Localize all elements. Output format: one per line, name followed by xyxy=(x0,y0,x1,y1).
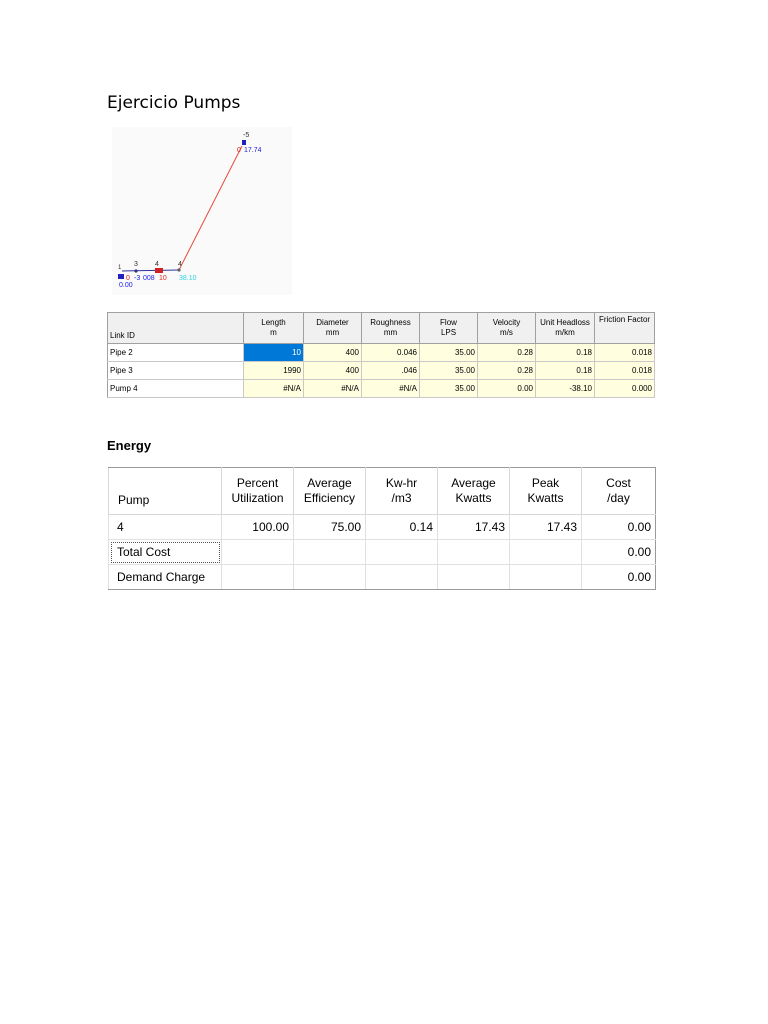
node-4a-value-a: 008 xyxy=(143,275,155,282)
col-header-peak-kwatts[interactable]: Peak Kwatts xyxy=(510,468,582,515)
col-header-cost-day[interactable]: Cost /day xyxy=(582,468,656,515)
empty-cell[interactable] xyxy=(294,565,366,590)
empty-cell[interactable] xyxy=(510,540,582,565)
flow-cell[interactable]: 35.00 xyxy=(420,362,478,380)
diameter-cell[interactable]: #N/A xyxy=(304,380,362,398)
col-header-percent-utilization[interactable]: Percent Utilization xyxy=(222,468,294,515)
table-row[interactable] xyxy=(108,362,655,380)
node-4b-value: 38.10 xyxy=(179,275,197,282)
diameter-cell[interactable]: 400 xyxy=(304,344,362,362)
demand-charge-value-cell[interactable]: 0.00 xyxy=(582,565,656,590)
pipe-2-line[interactable] xyxy=(122,270,179,271)
average-efficiency-cell[interactable]: 75.00 xyxy=(294,515,366,540)
unit-headloss-cell[interactable]: 0.18 xyxy=(536,344,595,362)
col-header-roughness[interactable]: Roughness mm xyxy=(362,313,420,344)
node-4a-label: 4 xyxy=(155,261,159,268)
pump-4-icon[interactable] xyxy=(155,268,163,273)
link-id-cell[interactable]: Pump 4 xyxy=(108,380,244,398)
col-header-link-id[interactable]: Link ID xyxy=(108,313,244,344)
node-5-label: -5 xyxy=(243,132,250,139)
total-cost-label-cell[interactable]: Total Cost xyxy=(109,540,222,565)
col-header-friction-factor[interactable]: Friction Factor xyxy=(595,313,655,344)
link-results-table xyxy=(107,312,655,398)
length-cell[interactable]: 1990 xyxy=(244,362,304,380)
link-table-header-row xyxy=(108,313,655,344)
reservoir-5-node[interactable] xyxy=(242,140,246,145)
col-header-diameter[interactable]: Diameter mm xyxy=(304,313,362,344)
node-4b-label: 4 xyxy=(178,261,182,268)
node-5-value-b: 17.74 xyxy=(244,147,262,154)
empty-cell[interactable] xyxy=(294,540,366,565)
node-3-value: -3 xyxy=(134,275,141,282)
empty-cell[interactable] xyxy=(438,565,510,590)
node-4a-value-b: 10 xyxy=(159,275,167,282)
document-title: Ejercicio Pumps xyxy=(107,93,241,113)
col-header-pump[interactable]: Pump xyxy=(109,468,222,515)
friction-factor-cell[interactable]: 0.018 xyxy=(595,362,655,380)
demand-charge-label-cell[interactable]: Demand Charge xyxy=(109,565,222,590)
length-cell[interactable]: 10 xyxy=(244,344,304,362)
energy-report-table xyxy=(108,467,656,590)
length-cell[interactable]: #N/A xyxy=(244,380,304,398)
peak-kwatts-cell[interactable]: 17.43 xyxy=(510,515,582,540)
empty-cell[interactable] xyxy=(366,565,438,590)
flow-cell[interactable]: 35.00 xyxy=(420,344,478,362)
node-3-label: 3 xyxy=(134,261,138,268)
col-header-length[interactable]: Length m xyxy=(244,313,304,344)
flow-cell[interactable]: 35.00 xyxy=(420,380,478,398)
col-header-average-efficiency[interactable]: Average Efficiency xyxy=(294,468,366,515)
network-map-canvas xyxy=(112,127,292,295)
empty-cell[interactable] xyxy=(222,540,294,565)
junction-4-node[interactable] xyxy=(177,268,180,271)
col-header-flow[interactable]: Flow LPS xyxy=(420,313,478,344)
network-map[interactable] xyxy=(112,127,292,295)
empty-cell[interactable] xyxy=(222,565,294,590)
empty-cell[interactable] xyxy=(366,540,438,565)
velocity-cell[interactable]: 0.00 xyxy=(478,380,536,398)
pipe-3-line[interactable] xyxy=(179,146,242,270)
cost-day-cell[interactable]: 0.00 xyxy=(582,515,656,540)
unit-headloss-cell[interactable]: -38.10 xyxy=(536,380,595,398)
empty-cell[interactable] xyxy=(510,565,582,590)
table-row[interactable] xyxy=(108,380,655,398)
diameter-cell[interactable]: 400 xyxy=(304,362,362,380)
energy-heading: Energy xyxy=(107,438,152,453)
energy-table-header-row xyxy=(109,468,656,515)
node-5-value-a: 0 xyxy=(237,147,241,154)
node-1-label: 1 xyxy=(118,265,122,271)
node-1-value-a: 0 xyxy=(126,275,130,282)
link-id-cell[interactable]: Pipe 3 xyxy=(108,362,244,380)
roughness-cell[interactable]: 0.046 xyxy=(362,344,420,362)
pump-id-cell[interactable]: 4 xyxy=(109,515,222,540)
kwhr-m3-cell[interactable]: 0.14 xyxy=(366,515,438,540)
unit-headloss-cell[interactable]: 0.18 xyxy=(536,362,595,380)
roughness-cell[interactable]: .046 xyxy=(362,362,420,380)
table-row[interactable] xyxy=(109,540,656,565)
average-kwatts-cell[interactable]: 17.43 xyxy=(438,515,510,540)
col-header-unit-headloss[interactable]: Unit Headloss m/km xyxy=(536,313,595,344)
total-cost-value-cell[interactable]: 0.00 xyxy=(582,540,656,565)
percent-utilization-cell[interactable]: 100.00 xyxy=(222,515,294,540)
velocity-cell[interactable]: 0.28 xyxy=(478,344,536,362)
col-header-kwhr-m3[interactable]: Kw-hr /m3 xyxy=(366,468,438,515)
reservoir-1-node[interactable] xyxy=(118,274,124,279)
friction-factor-cell[interactable]: 0.018 xyxy=(595,344,655,362)
roughness-cell[interactable]: #N/A xyxy=(362,380,420,398)
node-1-value-b: 0.00 xyxy=(119,282,133,289)
col-header-average-kwatts[interactable]: Average Kwatts xyxy=(438,468,510,515)
junction-3-node[interactable] xyxy=(134,269,137,272)
velocity-cell[interactable]: 0.28 xyxy=(478,362,536,380)
friction-factor-cell[interactable]: 0.000 xyxy=(595,380,655,398)
table-row[interactable] xyxy=(108,344,655,362)
table-row[interactable] xyxy=(109,515,656,540)
col-header-velocity[interactable]: Velocity m/s xyxy=(478,313,536,344)
link-id-cell[interactable]: Pipe 2 xyxy=(108,344,244,362)
empty-cell[interactable] xyxy=(438,540,510,565)
table-row[interactable] xyxy=(109,565,656,590)
